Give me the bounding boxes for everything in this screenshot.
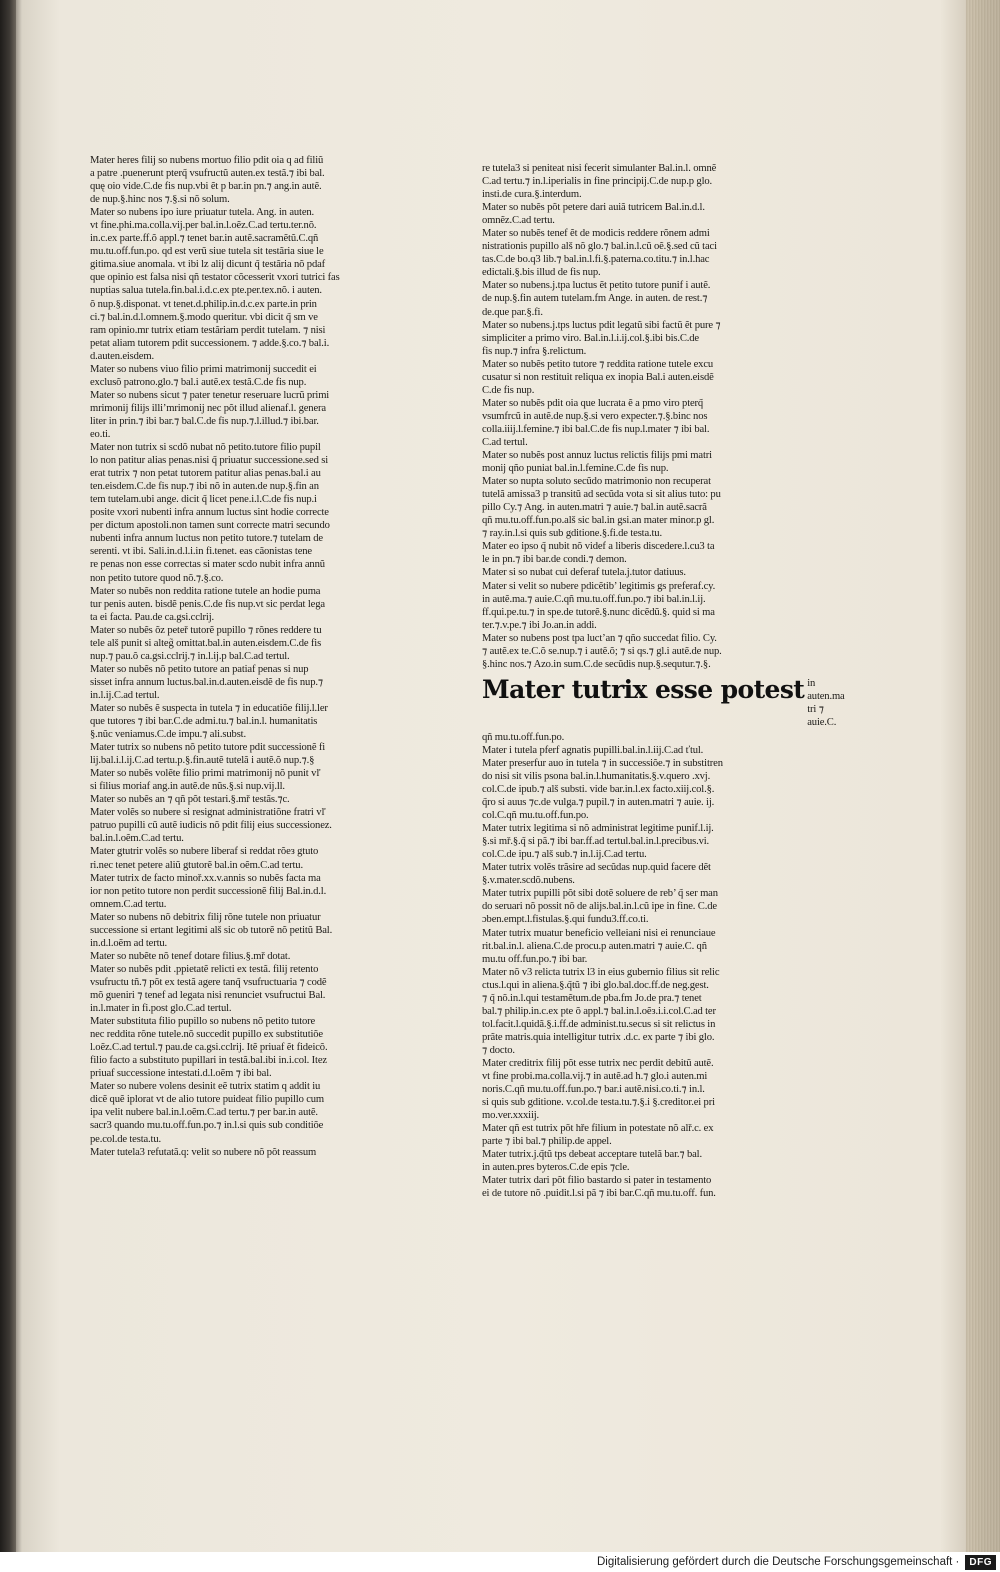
text-line: Mater eo ipso q̃ nubit nõ videf a liberis discedere.l.cu3 ta: [482, 541, 715, 553]
text-line: Mater tutrix muatur beneficio velleiani nisi ei renunciaue: [482, 927, 716, 939]
text-line: ram opinio.mr tutrix etiam testãriam perdit tutelam. ⁊ nisi: [90, 324, 326, 336]
text-line: bal.in.l.oẽm.C.ad tertu.: [90, 833, 184, 845]
text-line: ɔben.empt.l.fistulas.§.qui fundu3.ff.co.ti.: [482, 914, 649, 926]
text-line: de nup.§.hinc nos ⁊.§.si nõ solum.: [90, 194, 230, 206]
text-line: si filius moriaf ang.in autẽ.de nũs.§.si nup.vij.ll.: [90, 781, 285, 793]
text-line: a patre .puenerunt pterq̃ vsufructũ auten.ex testã.⁊ ibi bal.: [90, 168, 325, 180]
text-line: Mater so nubẽs petito tutore ⁊ reddita ratione tutele excu: [482, 358, 714, 370]
text-line: col.C.de ipub.⁊ alš substi. vide bar.in.l.ex facto.xiij.col.§.: [482, 784, 715, 796]
text-line: in autẽ.ma.⁊ auie.C.qñ mu.tu.off.fun.po.⁊ ibi bal.in.l.ij.: [482, 593, 706, 605]
text-line: mõ gueniri ⁊ tenef ad legata nisi renunciet vsufructui Bal.: [90, 990, 326, 1001]
text-line: liter in prin.⁊ ibi bar.⁊ bal.C.de fis nup.⁊.l.illud.⁊ ibi.bar.: [90, 415, 319, 427]
text-line: Mater gtutrir volẽs so nubere liberaf si reddat rõeз gtuto: [90, 846, 319, 858]
heading-title: Mater tutrix esse potest: [482, 674, 805, 704]
text-line: dicẽ quẽ iplorat vt de alio tutore puideat filio pupillo cum: [90, 1094, 325, 1106]
text-line: Mater tutrix dari põt filio bastardo si pater in testamento: [482, 1175, 712, 1187]
text-line: Mater tutrix so nubens nõ petito tutore pdit successionẽ fi: [90, 742, 326, 754]
text-line: gitima.siue anomala. vt ibi lz alij dicunt q̃ testãria nõ pdaf: [90, 259, 326, 271]
text-line: qñ mu.tu.off.fun.po.: [482, 731, 565, 743]
text-line: d.auten.eisdem.: [90, 350, 154, 362]
text-line: Mater tutrix legitima si nõ administrat legitime punif.l.ij.: [482, 823, 714, 835]
text-line: nuptias salua tutela.fin.bal.i.d.c.ex pte.per.tex.nõ. i auten.: [90, 285, 322, 297]
text-line: fis nup.⁊ infra §.relictum.: [482, 345, 587, 357]
text-line: do seruari nõ possit nõ de alijs.bal.in.l.cũ ipe in fine. C.de: [482, 901, 717, 913]
text-line: Mater so nubẽs volẽte filio primi matrimonij nõ punit vľ: [90, 768, 321, 780]
text-line: le in pn.⁊ ibi bar.de condi.⁊ demon.: [482, 554, 627, 566]
text-line: de.que par.§.fi.: [482, 306, 543, 318]
text-line: Mater nõ v3 relicta tutrix l3 in eius gubernio filius sit relic: [482, 966, 720, 978]
text-line: bal.⁊ philip.in.c.ex pte õ appl.⁊ bal.in.l.oẽз.i.i.col.C.ad ter: [482, 1005, 716, 1017]
text-line: Mater so nubẽs an ⁊ qñ põt testari.§.mř testãs.⁊c.: [90, 794, 290, 806]
text-line: C.de fis nup.: [482, 384, 535, 396]
page-edges: [966, 0, 1000, 1552]
text-line: tem tutelam.ubi ange. dicit q̃ licet pene.i.l.C.de fis nup.i: [90, 494, 317, 506]
text-line: de nup.§.fin autem tutelam.fm Ange. in auten. de rest.⁊: [482, 293, 708, 305]
text-line: edictali.§.bis illud de fis nup.: [482, 267, 601, 279]
footer-credit: Digitalisierung gefördert durch die Deutsche Forschungsgemeinschaft ·: [596, 1556, 960, 1568]
text-line: non petito tutore quod nõ.⁊.§.co.: [90, 572, 224, 584]
text-line: exclusõ patrono.glo.⁊ bal.i autẽ.ex testã.C.de fis nup.: [90, 376, 307, 388]
text-line: re penas non esse correctas si mater scdo nubit infra annũ: [90, 559, 325, 571]
text-line: mu.tu.off.fun.po. qd est verũ siue tutela sit testãria siue le: [90, 246, 324, 258]
heading-reference-line: in auten.ma: [807, 677, 845, 702]
text-line: erat tutrix ⁊ non petat tutorem patitur alias penas.bal.i au: [90, 468, 321, 480]
text-line: Mater so nubẽs tenef ẽt de modicis reddere rõnem admi: [482, 228, 710, 240]
text-line: Mater so nubens.j.tpa luctus ẽt petito tutore punif i autẽ.: [482, 280, 711, 292]
book-spine: [0, 0, 16, 1552]
text-line: Mater qñ est tutrix põt hře filium in potestate nõ alř.c. ex: [482, 1123, 714, 1135]
text-line: õ nup.§.disponat. vt tenet.d.philip.in.d.c.ex parte.in prin: [90, 298, 317, 310]
text-line: Mater so nubens sicut ⁊ pater tenetur reseruare lucrũ primi: [90, 389, 330, 401]
text-line: Mater heres filij so nubens mortuo filio pdit oia q ad filiũ: [90, 155, 324, 166]
text-line: Mater creditrix filij põt esse tutrix nec perdit debitũ autẽ.: [482, 1058, 714, 1069]
text-line: ten.eisdem.C.de fis nup.⁊ ibi nõ in auten.de nup.§.fin an: [90, 481, 319, 493]
text-line: parte ⁊ ibi bal.⁊ philip.de appel.: [482, 1136, 612, 1148]
section-heading: [482, 674, 845, 729]
text-line: in.l.ij.C.ad tertul.: [90, 689, 160, 701]
text-line: nec reddita rõne tutele.nõ succedit pupillo ex substitutiõe: [90, 1029, 323, 1041]
text-line: Mater volẽs so nubere si resignat administratiõne fratri vľ: [90, 807, 326, 819]
left-column: [90, 154, 440, 1159]
text-line: Mater tutela3 refutatã.q: velit so nubere nõ põt reassum: [90, 1146, 317, 1158]
text-line: Mater so nubens nõ debitrix filij rõne tutele non priuatur: [90, 911, 321, 923]
text-line: rit.bal.in.l. aliena.C.de procu.p auten.matri ⁊ auie.C. qñ: [482, 940, 707, 952]
text-line: sacr3 quando mu.tu.off.fun.po.⁊ in.l.si quis sub conditiõe: [90, 1120, 324, 1132]
text-line: Mater so nubens ipo iure priuatur tutela. Ang. in auten.: [90, 207, 315, 219]
text-line: tur penis auten. bisdẽ penis.C.de fis nup.vt sic perdat lega: [90, 598, 325, 610]
text-line: omnem.C.ad tertu.: [90, 898, 167, 910]
text-line: col.C.qñ mu.tu.off.fun.po.: [482, 810, 589, 822]
text-line: tas.C.de bo.q3 lib.⁊ bal.in.l.fi.§.paterna.co.titu.⁊ in.l.hac: [482, 254, 710, 266]
text-line: in.c.ex parte.ff.õ appl.⁊ tenet bar.in autẽ.sacramẽtũ.C.qñ: [90, 233, 319, 245]
text-line: lo non patitur alias penas.nisi q̃ priuatur successione.sed si: [90, 455, 328, 467]
text-line: nistrationis pupillo alš nõ glo.⁊ bal.in.l.cũ oẽ.§.sed cũ taci: [482, 241, 717, 253]
text-line: qñ mu.tu.off.fun.po.alš sic bal.in gsi.an mater minor.p gl.: [482, 515, 715, 527]
text-line: in.l.mater in fi.post glo.C.ad tertul.: [90, 1003, 232, 1015]
text-line: tele alš punit si alteg̃ omittat.bal.in auten.eisdem.C.de fis: [90, 637, 322, 649]
text-line: Mater so nubere volens desinit eẽ tutrix statim q addit iu: [90, 1081, 321, 1093]
text-line: do nisi sit vilis psona bal.in.l.humanitatis.§.v.quero .xvj.: [482, 770, 711, 782]
text-line: priuaf successione intestati.d.l.oẽm ⁊ ibi bal.: [90, 1068, 272, 1080]
text-line: simpliciter a primo viro. Bal.in.l.i.ij.col.§.ibi bis.C.de: [482, 332, 699, 344]
text-line: mo.ver.xxxiij.: [482, 1110, 540, 1122]
text-line: Mater so nubẽs õz peteř tutorẽ pupillo ⁊ rõnes reddere tu: [90, 624, 322, 636]
text-line: §.nũc veniamus.C.de impu.⁊ ali.subst.: [90, 729, 246, 741]
text-line: Mater tutrix de facto minoř.xx.v.annis so nubẽs facta ma: [90, 872, 321, 884]
text-line: ci.⁊ bal.in.d.l.omnem.§.modo queritur. vbi dicit q̃ sm ve: [90, 311, 318, 323]
text-line: C.ad tertu.⁊ in.l.iperialis in fine principij.C.de nup.p glo.: [482, 176, 713, 188]
text-line: insti.de cura.§.interdum.: [482, 189, 582, 201]
dfg-logo: DFG: [965, 1555, 996, 1570]
text-line: §.v.mater.scdõ.nubens.: [482, 875, 575, 887]
text-line: posite vxori nubenti infra annum luctus sint hodie correcte: [90, 507, 329, 519]
text-line: filio facto a substituto pupillari in testã.bal.ibi in.i.col. Itez: [90, 1055, 327, 1067]
text-line: Mater so nubẽs ẽ suspecta in tutela ⁊ in educatiõe filij.l.ler: [90, 702, 328, 714]
text-line: Mater i tutela pferf agnatis pupilli.bal.in.l.iij.C.ad ťtul.: [482, 744, 704, 756]
text-line: ⁊ ray.in.l.si quis sub gditione.§.fi.de testa.tu.: [482, 528, 662, 540]
text-line: nup.⁊ pau.õ ca.gsi.cclrij.⁊ in.l.ij.p bal.C.ad tertul.: [90, 650, 290, 662]
text-line: que opinio est falsa nisi qñ testator cõcesserit vxori tutrici fas: [90, 272, 340, 284]
text-line: Mater non tutrix si scdõ nubat nõ petito.tutore filio pupil: [90, 442, 321, 454]
text-line: noris.C.qñ mu.tu.off.fun.po.⁊ bar.i autẽ.nisi.co.ti.⁊ in.l.: [482, 1084, 705, 1096]
text-line: C.ad tertul.: [482, 436, 528, 448]
text-line: lij.bal.i.l.ij.C.ad tertu.p.§.fin.autẽ tutelã i autẽ.õ nup.⁊.§: [90, 755, 315, 767]
text-line: serenti. vt ibi. Sali.in.d.l.i.in fi.tenet. eas cãonistas tene: [90, 546, 312, 558]
text-line: mu.tu off.fun.po.⁊ ibi bar.: [482, 953, 588, 965]
heading-reference-line: tri ⁊ auie.C.: [807, 703, 837, 728]
text-line: Mater si velit so nubere pdicẽtib’ legitimis gs preferaf.cy.: [482, 580, 716, 592]
text-line: colla.iiij.l.femine.⁊ ibi bal.C.de fis nup.l.mater ⁊ ibi bal.: [482, 423, 710, 435]
text-line: Mater substituta filio pupillo so nubens nõ petito tutore: [90, 1016, 316, 1028]
text-line: que tutores ⁊ ibi bar.C.de admi.tu.⁊ bal.in.l. humanitatis: [90, 716, 318, 728]
text-line: Mater so nupta soluto secũdo matrimonio non recuperat: [482, 476, 711, 488]
text-line: vsumfrcũ in autẽ.de nup.§.si vero expecter.⁊.§.binc nos: [482, 410, 708, 422]
text-line: Mater tutrix.j.q̃tũ tps debeat acceptare tutelã bar.⁊ bal.: [482, 1149, 702, 1161]
text-line: ta ei facta. Pau.de ca.gsi.cclrij.: [90, 611, 215, 623]
text-line: ff.qui.pe.tu.⁊ in spe.de tutorẽ.§.nunc dicẽdũ.§. quid si ma: [482, 606, 715, 618]
text-line: Mater tutrix pupilli põt sibi dotẽ soluere de reb’ q̃ ser man: [482, 888, 718, 900]
text-line: ter.⁊.v.pe.⁊ ibi Jo.an.in addi.: [482, 619, 597, 631]
text-line: ⁊ autẽ.ex te.C.õ se.nup.⁊ i autẽ.õ; ⁊ si qs.⁊ gl.i autẽ.de nup.: [482, 645, 722, 657]
text-line: ⁊ q̃ nõ.in.l.qui testamẽtum.de pba.fm Jo.de pra.⁊ tenet: [482, 992, 702, 1004]
text-line: ipa velit nubere bal.in.l.oẽm.C.ad tertu.⁊ per bar.in autẽ.: [90, 1107, 318, 1119]
text-line: pillo Cy.⁊ Ang. in auten.matri ⁊ auie.⁊ bal.in autẽ.sacrã: [482, 502, 707, 514]
text-line: petat aliam tutorem pdit successionem. ⁊ adde.§.co.⁊ bal.i.: [90, 337, 330, 349]
text-line: ⁊ docto.: [482, 1044, 515, 1056]
right-column-top: [482, 162, 782, 671]
text-line: monij qño puniat bal.in.l.femine.C.de fis nup.: [482, 463, 669, 475]
text-line: in auten.pres byteros.C.de epis ⁊cle.: [482, 1162, 630, 1174]
text-line: vt fine.phi.ma.colla.vij.per bal.in.l.oẽz.C.ad tertu.ter.nõ.: [90, 220, 317, 232]
text-line: re tutela3 si peniteat nisi fecerit simulanter Bal.in.l. omnẽ: [482, 163, 717, 174]
heading-reference: [807, 677, 844, 729]
text-line: eo.ti.: [90, 428, 111, 440]
text-line: ei de tutore nõ .puidit.l.si pã ⁊ ibi bar.C.qñ mu.tu.off. fun.: [482, 1188, 716, 1200]
text-line: Mater so nubens.j.tps luctus pdit legatũ sibi factũ ẽt pure ⁊: [482, 319, 721, 331]
right-column-bottom: [482, 731, 782, 1201]
text-line: pe.col.de testa.tu.: [90, 1133, 161, 1145]
text-line: tol.facit.l.quidã.§.i.ff.de administ.tu.secus si sit relictus in: [482, 1018, 716, 1030]
text-line: Mater preserfur auo in tutela ⁊ in successiõe.⁊ in substitren: [482, 757, 723, 769]
text-line: Mater so nubẽs non reddita ratione tutele an hodie puma: [90, 585, 321, 597]
text-line: nubenti infra annum luctus non petito tutore.⁊ tutelam de: [90, 533, 323, 545]
text-line: Mater so nubens viuo filio primi matrimonij succedit ei: [90, 363, 317, 375]
text-line: Mater so nubens post tpa luct’an ⁊ qño succedat filio. Cy.: [482, 632, 717, 644]
text-line: vt fine probi.ma.colla.vij.⁊ in autẽ.ad h.⁊ glo.i auten.mi: [482, 1071, 708, 1083]
text-line: col.C.de ipu.⁊ alš sub.⁊ in.l.ij.C.ad tertu.: [482, 849, 647, 861]
text-line: ior non petito tutore non perdit successionẽ filij Bal.in.d.l.: [90, 885, 327, 897]
text-line: Mater so nubẽs post annuz luctus relictis filijs pmi matri: [482, 450, 712, 462]
text-line: si quis sub gditione. v.col.de testa.tu.⁊.§.i §.creditor.ei pri: [482, 1097, 715, 1109]
text-line: Mater so nubẽs põt petere dari auiã tutricem Bal.in.d.l.: [482, 202, 705, 214]
text-line: vsufructu tñ.⁊ põt ex testã agere tanq̃ vsufructuaria ⁊ codẽ: [90, 976, 327, 988]
right-column: [482, 162, 845, 1201]
text-line: q̃ro si auus ⁊c.de vulga.⁊ pupil.⁊ in auten.matri ⁊ auie. ij.: [482, 797, 715, 809]
text-line: §.si mř.§.q̃ si pã.⁊ ibi bar.ff.ad tertul.bal.in.l.precibus.vi.: [482, 836, 710, 848]
text-line: patruo pupilli cũ autẽ iudicis nõ pdit filij eius successionez.: [90, 820, 332, 832]
text-line: in.d.l.oẽm ad tertu.: [90, 937, 168, 949]
text-line: sisset infra annum luctus.bal.in.d.auten.eisdẽ de fis nup.⁊: [90, 676, 323, 688]
text-line: prãte matris.quia intelligitur tutrix .d.c. ex parte ⁊ ibi glo.: [482, 1031, 715, 1043]
text-line: mrimonij filijs illi’mrimonij nec põt illud alienaf.l. genera: [90, 402, 326, 414]
text-line: Mater si so nubat cui deferaf tutela.j.tutor datiuus.: [482, 567, 686, 579]
text-line: omnẽz.C.ad tertu.: [482, 215, 555, 227]
text-line: Mater tutrix volẽs trãsire ad secũdas nup.quid facere dẽt: [482, 862, 711, 874]
text-line: successione si ertant legitimi alš sic ob tutorẽ nõ petitũ Bal.: [90, 924, 333, 936]
text-line: tutelã amissa3 p transitũ ad secũda vota si sit alius tuto: pu: [482, 489, 721, 501]
text-line: Mater so nubẽte nõ tenef dotare filius.§.mř dotat.: [90, 950, 291, 962]
text-line: ctus.l.qui in aliena.§.q̃tũ ⁊ ibi glo.bal.doc.ff.de neg.gest.: [482, 979, 709, 991]
text-line: cusatur si non restituit reliqua ex inopia Bal.i auten.eisdẽ: [482, 371, 714, 383]
text-line: l.oẽz.C.ad tertul.⁊ pau.de ca.gsi.cclrij. Itẽ priuaf ẽt fideicõ.: [90, 1042, 328, 1054]
text-line: Mater so nubẽs pdit oia que lucrata ẽ a pmo viro pterq̃: [482, 397, 704, 409]
text-line: §.hinc nos.⁊ Azo.in sum.C.de secũdis nup.§.sequtur.⁊.§.: [482, 658, 711, 670]
text-line: ri.nec tenet petere aliũ gtutorẽ bal.in oẽm.C.ad tertu.: [90, 859, 303, 871]
text-line: Mater so nubẽs pdit .ppietatẽ relicti ex testã. filij retento: [90, 963, 319, 975]
digitization-footer: [0, 1552, 1000, 1572]
text-line: Mater so nubẽs nõ petito tutore an patiaf penas si nup: [90, 663, 309, 675]
text-line: quę oio vide.C.de fis nup.vbi ẽt p bar.in pn.⁊ ang.in autẽ.: [90, 181, 322, 193]
text-line: per dictum apostoli.non tamen sunt correcte matri secundo: [90, 520, 330, 532]
